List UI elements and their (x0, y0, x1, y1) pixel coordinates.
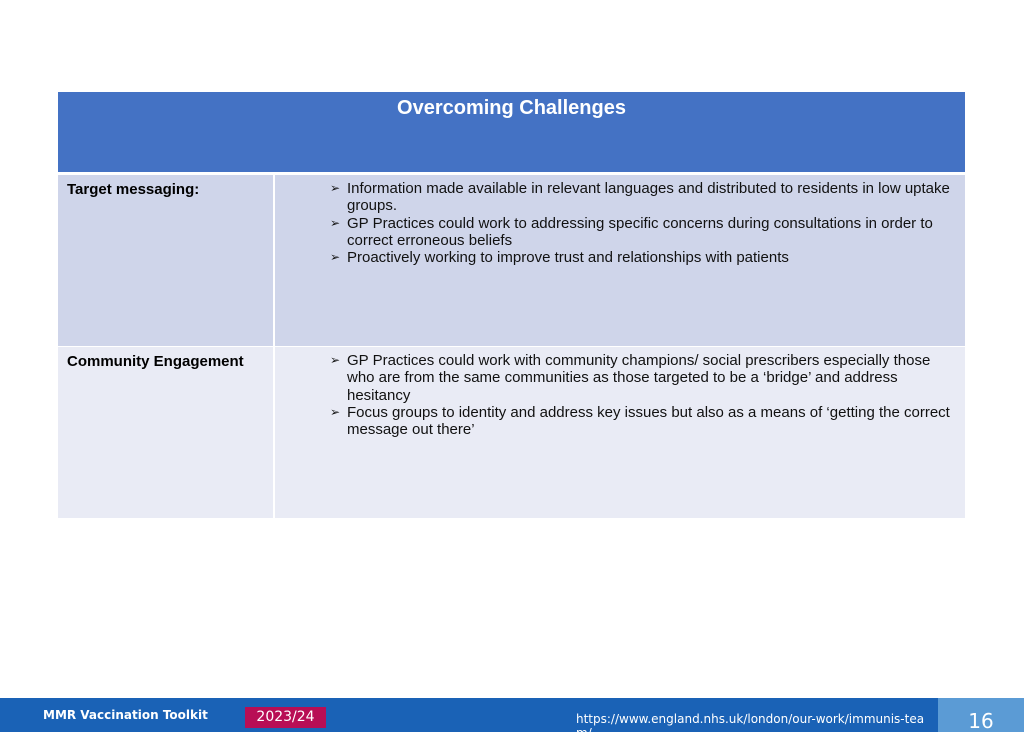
arrow-bullet-icon: ➢ (330, 404, 341, 419)
year-badge: 2023/24 (245, 707, 326, 728)
row-label: Community Engagement (58, 347, 275, 518)
arrow-bullet-icon: ➢ (330, 250, 341, 265)
row-label: Target messaging: (58, 175, 275, 346)
list-item: ➢ Focus groups to identity and address key issues but also as a means of ‘getting the correct message out there’ (330, 403, 950, 439)
arrow-bullet-icon: ➢ (330, 353, 341, 367)
list-item: ➢ Proactively working to improve trust and relationships with patients (330, 249, 789, 267)
row-content (275, 175, 965, 346)
arrow-bullet-icon: ➢ (330, 181, 341, 195)
arrow-bullet-icon: ➢ (330, 215, 341, 230)
footer-title: MMR Vaccination Toolkit (43, 708, 208, 722)
list-item: ➢ GP Practices could work with community champions/ social prescribers especially those who are from the same communities as those targeted to be a ‘bridge’ and address hesitancy (330, 352, 931, 404)
page-number: 16 (938, 698, 1024, 732)
row-content (275, 347, 965, 518)
footer-url-link[interactable]: https://www.england.nhs.uk/london/our-work/immunis-team/ (576, 712, 925, 740)
list-item: ➢ GP Practices could work to addressing specific concerns during consultations in order to correct erroneous beliefs (330, 214, 933, 249)
table-title: Overcoming Challenges (397, 97, 626, 119)
table-header (58, 92, 965, 174)
list-item: ➢ Information made available in relevant languages and distributed to residents in low uptake groups. (330, 180, 950, 215)
table-row (58, 175, 965, 346)
table-row (58, 347, 965, 518)
